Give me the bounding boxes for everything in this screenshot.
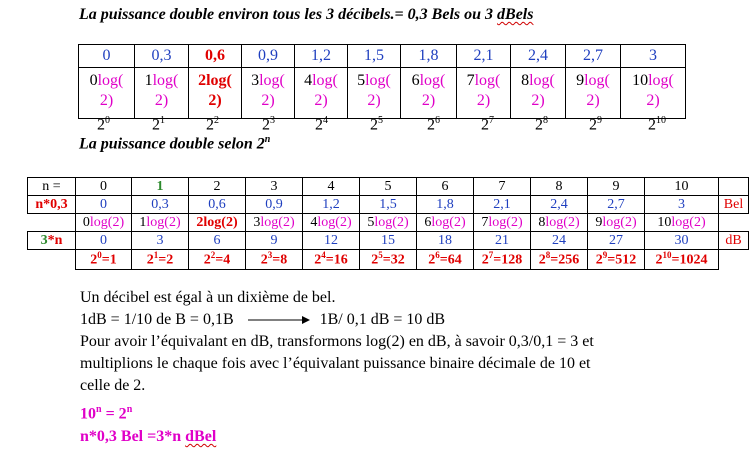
empty-cell [28, 214, 76, 232]
log-cell [79, 68, 135, 119]
pow-exp: 7 [488, 250, 494, 260]
bel-unit: Bel [719, 196, 749, 214]
pow-exp: 3 [267, 250, 273, 260]
log-cell [295, 68, 348, 119]
title-text: La puissance double environ tous les 3 décibels.= 0,3 Bels ou 3 [79, 6, 498, 23]
power-base: 2 [481, 116, 489, 134]
eq1-mid: = 2 [101, 405, 127, 423]
power-base: 2 [206, 116, 214, 134]
power-base: 2 [589, 116, 597, 134]
n-cell: 8 [531, 178, 588, 196]
log2-cell [531, 214, 588, 232]
log-arg: 2) [476, 92, 491, 109]
db-cell: 27 [588, 232, 645, 250]
log-func: log( [365, 72, 391, 89]
bel-cell: 1,2 [303, 196, 360, 214]
log-coefficient: 1 [144, 72, 153, 89]
log2-func: log(2) [545, 214, 580, 230]
power-exp: 10 [656, 115, 666, 126]
db-label-3: 3 [40, 232, 48, 248]
log2-func: log(2) [146, 214, 181, 230]
title-power-doubles-3db [79, 6, 533, 24]
pow-exp: 8 [545, 250, 551, 260]
log-func: log( [97, 72, 124, 89]
pow-exp: 0 [97, 250, 102, 260]
log-cell [135, 68, 189, 119]
para-line-4: multiplions le chaque fois avec l’équivalant puissance binaire décimale de 10 et [80, 355, 591, 372]
n-cell: 10 [645, 178, 719, 196]
bel-value-cell: 0,9 [242, 45, 295, 68]
db-cell: 21 [474, 232, 531, 250]
log-arg: 2) [586, 92, 600, 109]
n-cell: 0 [76, 178, 132, 196]
log2-func: log(2) [89, 214, 125, 230]
log-coefficient: 0 [89, 72, 98, 89]
log2-cell [132, 214, 189, 232]
power-exp: 1 [160, 115, 165, 126]
power-base: 2 [262, 116, 270, 134]
log2-coefficient: 6 [424, 214, 432, 230]
pow-result: =512 [607, 252, 637, 268]
para-line-5: celle de 2. [80, 377, 146, 394]
pow-base: 2 [428, 252, 436, 268]
log-coefficient: 8 [521, 72, 530, 89]
empty-cell [719, 214, 749, 232]
log-func: log( [419, 72, 446, 89]
log-cell [566, 68, 621, 119]
power-exp: 4 [323, 115, 328, 126]
row-label-bel: n*0,3 [28, 196, 76, 214]
para-line-3: Pour avoir l’équivalant en dB, transformons log(2) en dB, à savoir 0,3/0,1 = 3 et [80, 333, 594, 350]
empty-cell [28, 250, 76, 270]
power-label [535, 115, 548, 134]
log2-func: log(2) [671, 214, 706, 230]
n-cell: 1 [132, 178, 189, 196]
log-coefficient: 3 [251, 72, 260, 89]
bel-value-cell: 1,5 [348, 45, 401, 68]
pow-base: 2 [371, 252, 379, 268]
pow-result: =8 [272, 252, 288, 268]
pow-base: 2 [314, 252, 322, 268]
n-cell: 6 [417, 178, 474, 196]
n-cell: 3 [246, 178, 303, 196]
pow-base: 2 [260, 252, 268, 268]
bel-log-table [78, 44, 686, 119]
log-func: log( [529, 72, 555, 89]
power-base: 2 [152, 116, 160, 134]
log2-cell [303, 214, 360, 232]
pow-result: =4 [215, 252, 231, 268]
title2-text: La puissance double selon 2 [79, 135, 265, 153]
log2-coefficient: 8 [538, 214, 546, 230]
pow-base: 2 [538, 252, 546, 268]
log2-coefficient: 0 [82, 214, 90, 230]
pow-exp: 2 [210, 250, 216, 260]
eq2-text: n*0,3 Bel =3*n [80, 428, 186, 445]
power-base: 2 [648, 116, 656, 134]
power-label [427, 115, 440, 134]
pow-exp: 6 [435, 250, 440, 260]
log-func: log( [206, 72, 232, 89]
power-base: 2 [315, 116, 323, 134]
power-base: 2 [97, 116, 105, 134]
pow-exp: 4 [321, 250, 326, 260]
power-label [589, 115, 602, 134]
db-cell: 12 [303, 232, 360, 250]
log-func: log( [474, 72, 501, 89]
power-exp: 2 [214, 115, 219, 126]
pow-exp: 5 [378, 250, 383, 260]
eq1-exp-b: n [126, 404, 133, 415]
eq1-exp-a: n [96, 404, 102, 415]
pow-exp: 10 [662, 250, 672, 260]
power-result-cell [474, 250, 531, 270]
db-cell: 24 [531, 232, 588, 250]
log2-cell [474, 214, 531, 232]
log2-func: log(2) [374, 214, 409, 230]
pow-base: 2 [595, 252, 603, 268]
log-arg: 2) [261, 92, 275, 109]
log2-coefficient: 3 [253, 214, 261, 230]
power-exp: 7 [489, 115, 494, 126]
db-cell: 6 [189, 232, 246, 250]
power-result-cell [417, 250, 474, 270]
log2-coefficient: 4 [310, 214, 318, 230]
explanation-paragraph [80, 287, 594, 397]
para-line-2a: 1dB = 1/10 de B = 0,1B [80, 311, 234, 328]
bel-cell: 1,5 [360, 196, 417, 214]
bel-value-cell: 3 [621, 45, 686, 68]
power-exp: 6 [435, 115, 440, 126]
log-func: log( [584, 72, 610, 89]
equation-2 [80, 428, 216, 446]
power-base: 2 [370, 116, 378, 134]
power-result-cell [132, 250, 189, 270]
pow-result: =128 [493, 252, 523, 268]
log-arg: 2) [646, 92, 660, 109]
power-exp: 0 [105, 115, 110, 126]
log-cell [621, 68, 686, 119]
n-cell: 9 [588, 178, 645, 196]
pow-result: =1 [101, 252, 117, 268]
log-cell [189, 68, 242, 119]
bel-value-cell: 0 [79, 45, 135, 68]
log2-coefficient: 7 [481, 214, 489, 230]
power-result-cell [645, 250, 719, 270]
equation-1 [80, 404, 132, 423]
log-coefficient: 2 [198, 72, 207, 89]
empty-cell [719, 250, 749, 270]
pow-result: =64 [439, 252, 462, 268]
power-result-cell [588, 250, 645, 270]
power-result-cell [189, 250, 246, 270]
bel-cell: 0,3 [132, 196, 189, 214]
eq1-base: 10 [80, 405, 96, 423]
bel-cell: 2,7 [588, 196, 645, 214]
pow-base: 2 [481, 252, 489, 268]
power-exp: 3 [270, 115, 275, 126]
db-cell: 0 [76, 232, 132, 250]
pow-result: =16 [325, 252, 348, 268]
bel-value-cell: 1,8 [401, 45, 457, 68]
log2-cell [360, 214, 417, 232]
log-coefficient: 5 [357, 72, 366, 89]
power-result-cell [303, 250, 360, 270]
log-arg: 2) [99, 92, 114, 109]
bel-cell: 0,6 [189, 196, 246, 214]
power-result-cell [531, 250, 588, 270]
log-func: log( [259, 72, 285, 89]
log2-func: log(2) [488, 214, 523, 230]
log2-coefficient: 5 [367, 214, 375, 230]
log2-cell [645, 214, 719, 232]
log-func: log( [312, 72, 338, 89]
log-func: log( [648, 72, 674, 89]
bel-value-cell: 0,6 [189, 45, 242, 68]
bel-value-cell: 2,1 [457, 45, 511, 68]
power-label [370, 115, 383, 134]
row-label-n: n = [28, 178, 76, 196]
log2-func: log(2) [602, 214, 637, 230]
log-cell [401, 68, 457, 119]
para-line-2b: 1B/ 0,1 dB = 10 dB [319, 311, 446, 328]
pow-base: 2 [655, 252, 663, 268]
log-cell [348, 68, 401, 119]
pow-result: =256 [550, 252, 580, 268]
pow-exp: 1 [153, 250, 159, 260]
power-result-cell [76, 250, 132, 270]
log-coefficient: 7 [466, 72, 475, 89]
title-doubling-2n [79, 134, 270, 153]
log2-coefficient: 9 [595, 214, 603, 230]
log-cell [242, 68, 295, 119]
n-cell: 2 [189, 178, 246, 196]
bel-cell: 1,8 [417, 196, 474, 214]
db-cell: 30 [645, 232, 719, 250]
power-exp: 8 [543, 115, 548, 126]
power-base: 2 [535, 116, 543, 134]
db-cell: 9 [246, 232, 303, 250]
row-label-db [28, 232, 76, 250]
db-cell: 18 [417, 232, 474, 250]
power-result-cell [360, 250, 417, 270]
log2-coefficient: 10 [657, 214, 672, 230]
power-label [97, 115, 110, 134]
log-coefficient: 9 [576, 72, 585, 89]
db-cell: 15 [360, 232, 417, 250]
log2-cell [189, 214, 246, 232]
log-cell [511, 68, 566, 119]
log2-coefficient: 2 [196, 214, 204, 230]
db-cell: 3 [132, 232, 189, 250]
power-base: 2 [427, 116, 435, 134]
log2-cell [417, 214, 474, 232]
bel-value-cell: 0,3 [135, 45, 189, 68]
log-arg: 2) [421, 92, 436, 109]
bel-cell: 3 [645, 196, 719, 214]
log2-cell [246, 214, 303, 232]
power-label [315, 115, 328, 134]
log2-func: log(2) [260, 214, 295, 230]
right-arrow-icon [242, 314, 312, 326]
bel-value-cell: 1,2 [295, 45, 348, 68]
pow-result: =32 [382, 252, 405, 268]
log-arg: 2) [154, 92, 169, 109]
pow-base: 2 [90, 252, 98, 268]
title2-sup: n [264, 134, 271, 145]
log-coefficient: 4 [304, 72, 313, 89]
bel-value-cell: 2,7 [566, 45, 621, 68]
n-cell: 7 [474, 178, 531, 196]
log2-coefficient: 1 [139, 214, 147, 230]
log2-func: log(2) [203, 214, 238, 230]
log-coefficient: 10 [632, 72, 649, 89]
para-line-1: Un décibel est égal à un dixième de bel. [80, 289, 336, 306]
doubling-table [27, 177, 749, 270]
log-arg: 2) [208, 92, 222, 109]
power-result-cell [246, 250, 303, 270]
log-arg: 2) [367, 92, 381, 109]
pow-result: =2 [158, 252, 174, 268]
empty-cell [719, 178, 749, 196]
bel-value-cell: 2,4 [511, 45, 566, 68]
pow-base: 2 [203, 252, 211, 268]
db-label-n: *n [47, 232, 63, 248]
log-arg: 2) [531, 92, 545, 109]
power-label [481, 115, 494, 134]
log2-cell [76, 214, 132, 232]
log2-func: log(2) [317, 214, 352, 230]
log-arg: 2) [314, 92, 328, 109]
eq2-unit: dBel [185, 428, 217, 445]
bel-cell: 0,9 [246, 196, 303, 214]
power-label [262, 115, 275, 134]
log-cell [457, 68, 511, 119]
para-line-2 [80, 309, 594, 331]
pow-base: 2 [146, 252, 154, 268]
title-tail: dBels [497, 6, 534, 23]
log-func: log( [152, 72, 179, 89]
power-exp: 5 [378, 115, 383, 126]
pow-exp: 9 [602, 250, 608, 260]
db-unit: dB [719, 232, 749, 250]
n-cell: 4 [303, 178, 360, 196]
pow-result: =1024 [671, 252, 708, 268]
bel-cell: 0 [76, 196, 132, 214]
bel-cell: 2,1 [474, 196, 531, 214]
n-cell: 5 [360, 178, 417, 196]
power-label [648, 115, 666, 134]
power-exp: 9 [597, 115, 602, 126]
log2-cell [588, 214, 645, 232]
bel-cell: 2,4 [531, 196, 588, 214]
log-coefficient: 6 [411, 72, 420, 89]
power-label [206, 115, 219, 134]
log2-func: log(2) [431, 214, 466, 230]
power-label [152, 115, 165, 134]
